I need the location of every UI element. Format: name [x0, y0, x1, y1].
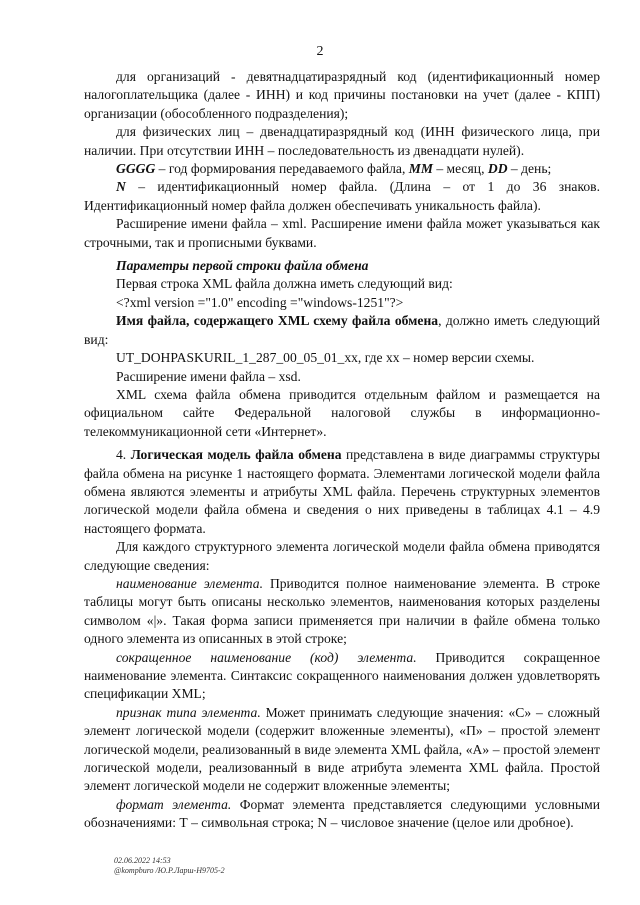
footer-stamp [114, 856, 225, 876]
paragraph-date-codes: GGGG – год формирования передаваемого файла, MM – месяц, DD – день; [116, 161, 552, 177]
code-mm: MM [408, 161, 433, 177]
footer-document-id: @kompburo /Ю.Р.Ларш-Н9705-2 [114, 866, 225, 875]
schema-name-heading: Имя файла, содержащего XML схему файла обмена [116, 313, 439, 329]
footer-timestamp: 02.06.2022 14:53 [114, 856, 171, 865]
paragraph-element-info: Для каждого структурного элемента логической модели файла обмена приводятся следующие сведения: [84, 539, 600, 573]
paragraph-extension-xml: Расширение имени файла – xml. Расширение имени файла может указываться как строчными, так и прописными буквами. [84, 216, 600, 250]
paragraph-schema-name: Имя файла, содержащего XML схему файла обмена, должно иметь следующий вид: [84, 313, 600, 347]
code-dd: DD [487, 161, 508, 177]
paragraph-element-name: наименование элемента. Приводится полное наименование элемента. В строке таблицы могут быть описаны несколько элементов, наименования которых разделены символом «|». Такая форма записи применяется при наличии в файле обмена только одного элемента из описанных в этой строке; [84, 575, 600, 647]
logical-model-heading: Логическая модель файла обмена [130, 447, 342, 463]
paragraph-element-type: признак типа элемента. Может принимать следующие значения: «С» – сложный элемент логической модели (содержит вложенные элементы), «П» – простой элемент логической модели, реализованный в виде элемента XML файла, «А» – простой элемент логической модели, реализованный в виде атрибута элемента XML файла. Простой элемент логической модели не содержит вложенные элементы; [84, 704, 600, 794]
schema-file-name: UT_DOHPASKURIL_1_287_00_05_01_xx, где xx – номер версии схемы. [116, 350, 535, 366]
paragraph-schema-published: XML схема файла обмена приводится отдельным файлом и размещается на официальном сайте Федеральной налоговой службы в информационно-телекоммуникационной сети «Интернет». [84, 386, 600, 439]
paragraph-individuals: для физических лиц – двенадцатиразрядный код (ИНН физического лица, при наличии. При отсутствии ИНН – последовательность из двенадцати нулей). [84, 124, 600, 158]
document-body [84, 68, 600, 833]
code-gggg: GGGG [116, 161, 156, 177]
paragraph-organizations: для организаций - девятнадцатиразрядный код (идентификационный номер налогоплательщика (далее - ИНН) и код причины постановки на учет (далее - КПП) организации (обособленного подразделения); [84, 69, 600, 121]
paragraph-logical-model: 4. Логическая модель файла обмена представлена в виде диаграммы структуры файла обмена на рисунке 1 настоящего формата. Элементами логической модели файла обмена являются элементы и атрибуты XML файла. Перечень структурных элементов логической модели файла обмена и сведения о них приведены в таблицах 4.1 – 4.9 настоящего формата. [84, 447, 601, 536]
paragraph-extension-xsd: Расширение имени файла – xsd. [116, 368, 301, 384]
code-n: N [116, 179, 126, 195]
paragraph-element-code: сокращенное наименование (код) элемента. Приводится сокращенное наименование элемента. Синтаксис сокращенного наименования должен удовлетворять спецификации XML; [84, 649, 600, 702]
xml-declaration: <?xml version ="1.0" encoding ="windows-1251"?> [116, 294, 404, 310]
section-heading-first-line: Параметры первой строки файла обмена [116, 258, 369, 274]
paragraph-first-line: Первая строка XML файла должна иметь следующий вид: [116, 276, 453, 292]
paragraph-file-id: N – идентификационный номер файла. (Длина – от 1 до 36 знаков. Идентификационный номер файла должен обеспечивать уникальность файла). [84, 179, 600, 213]
page-number: 2 [316, 44, 324, 59]
paragraph-element-format: формат элемента. Формат элемента представляется следующими условными обозначениями: Т – символьная строка; N – числовое значение (целое или дробное). [84, 796, 601, 831]
